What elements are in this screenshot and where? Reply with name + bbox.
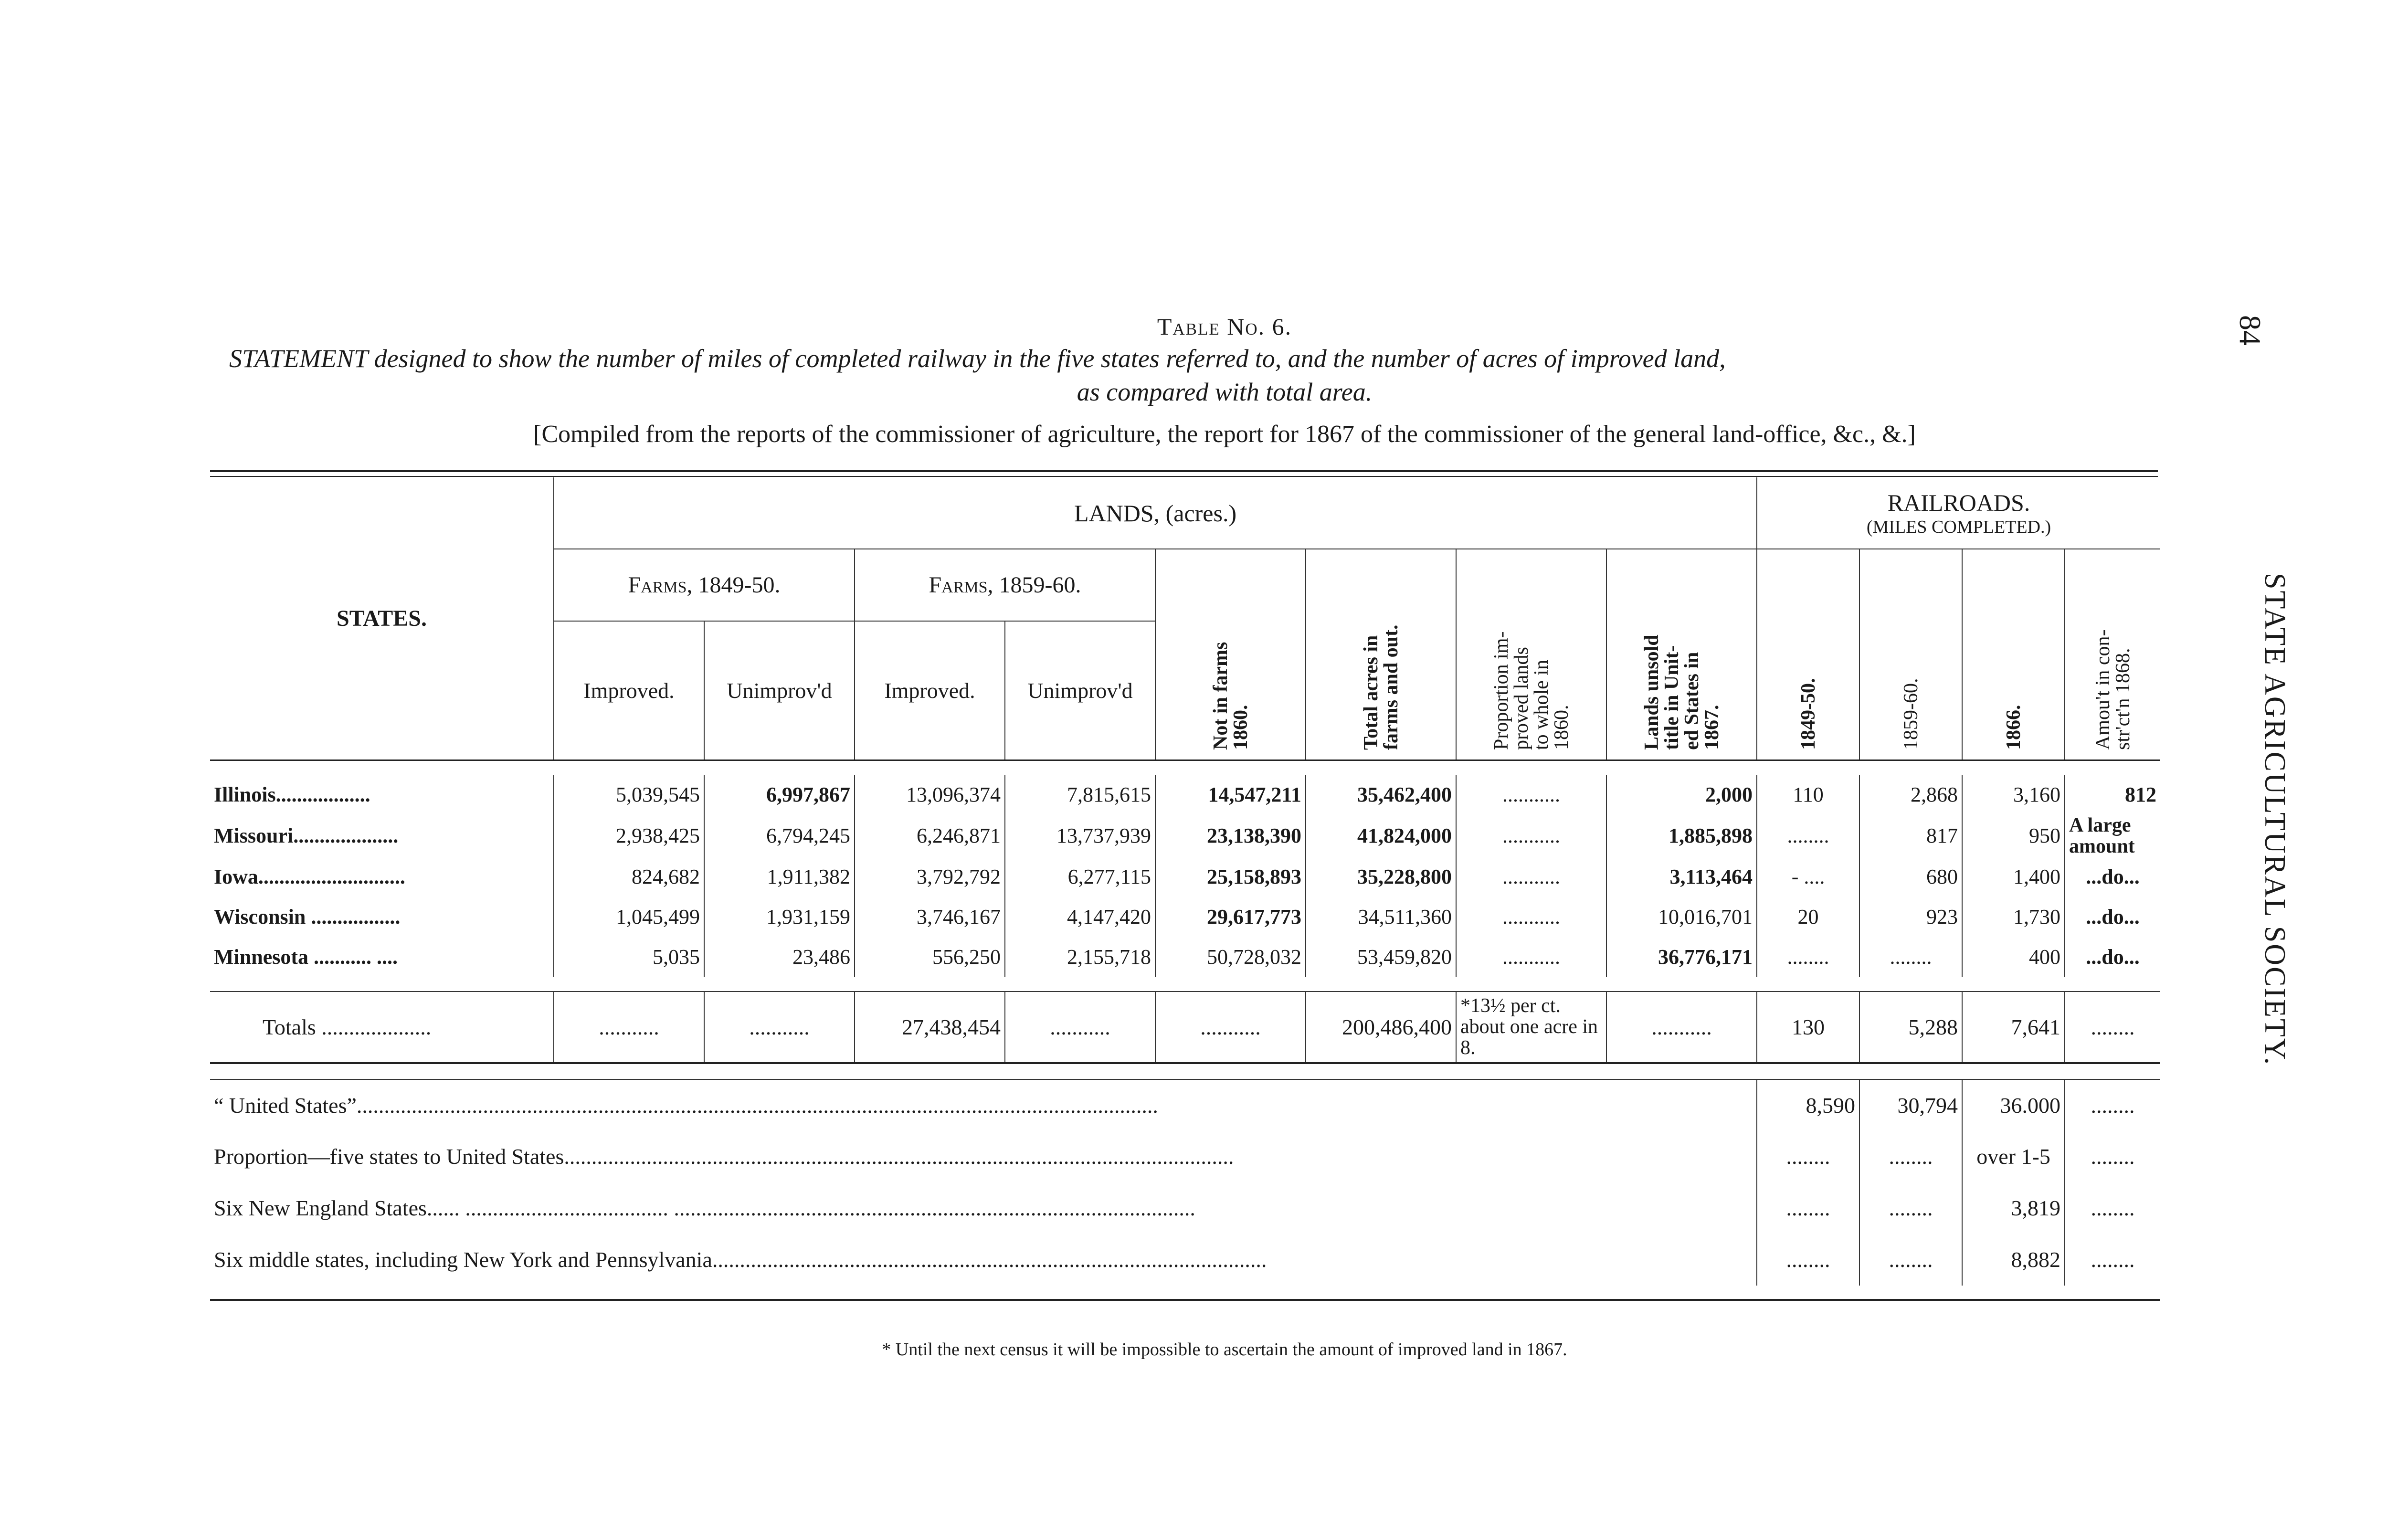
- top-rule: [210, 470, 2158, 472]
- summary-label: “ United States”..................................................................................................................................................: [214, 1093, 1158, 1118]
- summary-rr-construction: ........: [2065, 1131, 2160, 1182]
- header-proportion: [1456, 549, 1606, 760]
- state-name: Illinois..................: [214, 783, 370, 806]
- header-farms-1849: Farms, 1849-50.: [554, 549, 855, 621]
- header-rr-1859: [1859, 549, 1962, 760]
- header-not-in-farms: [1155, 549, 1306, 760]
- header-railroads-sub: (MILES COMPLETED.): [1866, 517, 2051, 537]
- cell-rr-1849: - ....: [1757, 857, 1859, 897]
- totals-proportion: *13½ per ct. about one acre in 8.: [1456, 992, 1606, 1063]
- summary-row: [210, 1234, 2160, 1286]
- table-label: Table No. 6.: [1157, 313, 1292, 340]
- summary-rr-1849: 8,590: [1757, 1079, 1859, 1131]
- table-row: [210, 815, 2160, 857]
- cell-total-acres: 41,824,000: [1306, 815, 1456, 857]
- cell-unimproved-1859: 6,277,115: [1005, 857, 1155, 897]
- page-number: 84: [2233, 315, 2267, 346]
- header-not-in-farms-text: Not in farms 1860.: [1209, 642, 1252, 750]
- summary-rr-1866: 3,819: [1962, 1182, 2065, 1234]
- header-rr-1859-text: 1859-60.: [1900, 678, 1922, 750]
- cell-improved-1859: 13,096,374: [855, 775, 1005, 815]
- cell-improved-1859: 6,246,871: [855, 815, 1005, 857]
- cell-rr-1849: 20: [1757, 897, 1859, 937]
- cell-unimproved-1849: 1,931,159: [704, 897, 855, 937]
- summary-rr-1849: ........: [1757, 1182, 1859, 1234]
- cell-rr-construction: ...do...: [2065, 897, 2160, 937]
- cell-not-in-farms: 29,617,773: [1155, 897, 1306, 937]
- totals-divider: [210, 977, 2160, 992]
- header-improved-1849: Improved.: [554, 621, 704, 760]
- cell-rr-construction: A large amount: [2065, 815, 2160, 857]
- totals-unimproved-1859: ...........: [1005, 992, 1155, 1063]
- summary-rr-1859: ........: [1859, 1234, 1962, 1286]
- cell-not-in-farms: 14,547,211: [1155, 775, 1306, 815]
- summary-label: Six New England States...... ..................................... ...............................................................................................: [214, 1196, 1195, 1221]
- header-rr-1849-text: 1849-50.: [1797, 678, 1819, 750]
- running-head: STATE AGRICULTURAL SOCIETY.: [2259, 573, 2291, 1066]
- footnote: * Until the next census it will be impossible to ascertain the amount of improved land in 1867.: [882, 1340, 1567, 1360]
- cell-not-in-farms: 25,158,893: [1155, 857, 1306, 897]
- bottom-rule: [210, 1286, 2160, 1300]
- table-row: [210, 857, 2160, 897]
- header-rr-construction-text: Amou't in con- str'ct'n 1868.: [2091, 629, 2134, 750]
- header-total-acres: [1306, 549, 1456, 760]
- cell-rr-1866: 400: [1962, 937, 2065, 977]
- summary-row: [210, 1131, 2160, 1182]
- state-name: Minnesota ........... ....: [214, 945, 398, 969]
- cell-total-acres: 34,511,360: [1306, 897, 1456, 937]
- header-total-acres-text: Total acres in farms and out.: [1360, 624, 1402, 750]
- cell-rr-1859: 817: [1859, 815, 1962, 857]
- cell-rr-1849: ........: [1757, 937, 1859, 977]
- header-lands: LANDS, (acres.): [554, 477, 1757, 549]
- header-divider: [210, 760, 2160, 775]
- totals-total-acres: 200,486,400: [1306, 992, 1456, 1063]
- cell-rr-1866: 1,400: [1962, 857, 2065, 897]
- cell-total-acres: 53,459,820: [1306, 937, 1456, 977]
- header-railroads-title: RAILROADS.: [1887, 489, 2030, 516]
- cell-unimproved-1849: 6,794,245: [704, 815, 855, 857]
- cell-rr-construction: ...do...: [2065, 857, 2160, 897]
- cell-lands-unsold: 10,016,701: [1606, 897, 1757, 937]
- cell-proportion: ...........: [1456, 815, 1606, 857]
- summary-label: Proportion—five states to United States..........................................................................................................................: [214, 1144, 1234, 1169]
- cell-rr-construction: ...do...: [2065, 937, 2160, 977]
- totals-rr-1859: 5,288: [1859, 992, 1962, 1063]
- cell-unimproved-1859: 2,155,718: [1005, 937, 1155, 977]
- table-row: [210, 775, 2160, 815]
- cell-rr-1859: ........: [1859, 937, 1962, 977]
- cell-improved-1849: 2,938,425: [554, 815, 704, 857]
- cell-rr-1866: 950: [1962, 815, 2065, 857]
- cell-improved-1849: 824,682: [554, 857, 704, 897]
- cell-unimproved-1849: 6,997,867: [704, 775, 855, 815]
- summary-rr-1849: ........: [1757, 1234, 1859, 1286]
- cell-rr-1849: 110: [1757, 775, 1859, 815]
- header-lands-unsold-text: Lands unsold title in Unit- ed States in 1867.: [1640, 634, 1723, 750]
- header-unimproved-1859: Unimprov'd: [1005, 621, 1155, 760]
- header-proportion-text: Proportion im- proved lands to whole in 1860.: [1490, 631, 1573, 750]
- totals-label: Totals ....................: [263, 1014, 432, 1039]
- compiled-note: [Compiled from the reports of the commissioner of agriculture, the report for 1867 of the commissioner of the general land-office, &c., &.]: [533, 421, 1916, 448]
- cell-lands-unsold: 1,885,898: [1606, 815, 1757, 857]
- summary-divider: [210, 1063, 2160, 1079]
- cell-proportion: ...........: [1456, 775, 1606, 815]
- header-rr-1866: [1962, 549, 2065, 760]
- summary-rr-1866: 36.000: [1962, 1079, 2065, 1131]
- summary-rr-construction: ........: [2065, 1234, 2160, 1286]
- header-rr-1849: [1757, 549, 1859, 760]
- cell-total-acres: 35,462,400: [1306, 775, 1456, 815]
- header-states: STATES.: [337, 606, 427, 631]
- summary-rr-1866: 8,882: [1962, 1234, 2065, 1286]
- totals-unimproved-1849: ...........: [704, 992, 855, 1063]
- cell-unimproved-1849: 1,911,382: [704, 857, 855, 897]
- header-rr-construction: [2065, 549, 2160, 760]
- cell-not-in-farms: 50,728,032: [1155, 937, 1306, 977]
- totals-row: [210, 992, 2160, 1063]
- cell-rr-1866: 3,160: [1962, 775, 2065, 815]
- cell-rr-1849: ........: [1757, 815, 1859, 857]
- header-rr-1866-text: 1866.: [2002, 705, 2025, 750]
- cell-unimproved-1849: 23,486: [704, 937, 855, 977]
- summary-rr-1859: 30,794: [1859, 1079, 1962, 1131]
- cell-rr-1859: 680: [1859, 857, 1962, 897]
- table-row: [210, 897, 2160, 937]
- summary-rr-1849: ........: [1757, 1131, 1859, 1182]
- cell-unimproved-1859: 13,737,939: [1005, 815, 1155, 857]
- cell-improved-1859: 556,250: [855, 937, 1005, 977]
- summary-row: [210, 1079, 2160, 1131]
- summary-rr-1859: ........: [1859, 1182, 1962, 1234]
- cell-total-acres: 35,228,800: [1306, 857, 1456, 897]
- summary-rr-construction: ........: [2065, 1182, 2160, 1234]
- cell-unimproved-1859: 7,815,615: [1005, 775, 1155, 815]
- cell-proportion: ...........: [1456, 937, 1606, 977]
- totals-rr-construction: ........: [2065, 992, 2160, 1063]
- cell-unimproved-1859: 4,147,420: [1005, 897, 1155, 937]
- cell-not-in-farms: 23,138,390: [1155, 815, 1306, 857]
- cell-lands-unsold: 2,000: [1606, 775, 1757, 815]
- totals-improved-1849: ...........: [554, 992, 704, 1063]
- summary-rr-1866: over 1-5: [1962, 1131, 2065, 1182]
- header-unimproved-1849: Unimprov'd: [704, 621, 855, 760]
- header-railroads: [1757, 477, 2160, 549]
- state-name: Missouri....................: [214, 824, 399, 848]
- summary-rr-construction: ........: [2065, 1079, 2160, 1131]
- totals-rr-1866: 7,641: [1962, 992, 2065, 1063]
- table-title-line-1: STATEMENT designed to show the number of miles of completed railway in the five states referred to, and the number of acres of improved land,: [229, 344, 1726, 373]
- totals-improved-1859: 27,438,454: [855, 992, 1005, 1063]
- top-rule-inner: [210, 476, 2158, 477]
- cell-lands-unsold: 36,776,171: [1606, 937, 1757, 977]
- cell-rr-1859: 2,868: [1859, 775, 1962, 815]
- cell-rr-construction: 812: [2065, 775, 2160, 815]
- header-farms-1859: Farms, 1859-60.: [855, 549, 1155, 621]
- cell-improved-1849: 5,039,545: [554, 775, 704, 815]
- state-name: Wisconsin .................: [214, 905, 401, 929]
- summary-label: Six middle states, including New York and Pennsylvania.....................................................................................................: [214, 1247, 1267, 1272]
- state-name: Iowa............................: [214, 865, 405, 889]
- totals-lands-unsold: ...........: [1606, 992, 1757, 1063]
- summary-row: [210, 1182, 2160, 1234]
- cell-improved-1849: 1,045,499: [554, 897, 704, 937]
- cell-rr-1866: 1,730: [1962, 897, 2065, 937]
- summary-rr-1859: ........: [1859, 1131, 1962, 1182]
- cell-proportion: ...........: [1456, 857, 1606, 897]
- cell-improved-1859: 3,746,167: [855, 897, 1005, 937]
- cell-rr-1859: 923: [1859, 897, 1962, 937]
- table-title-line-2: as compared with total area.: [1077, 378, 1373, 406]
- cell-improved-1859: 3,792,792: [855, 857, 1005, 897]
- header-lands-unsold: [1606, 549, 1757, 760]
- cell-improved-1849: 5,035: [554, 937, 704, 977]
- totals-not-in-farms: ...........: [1155, 992, 1306, 1063]
- cell-proportion: ...........: [1456, 897, 1606, 937]
- statistics-table: [210, 477, 2160, 1301]
- totals-rr-1849: 130: [1757, 992, 1859, 1063]
- cell-lands-unsold: 3,113,464: [1606, 857, 1757, 897]
- header-improved-1859: Improved.: [855, 621, 1005, 760]
- table-row: [210, 937, 2160, 977]
